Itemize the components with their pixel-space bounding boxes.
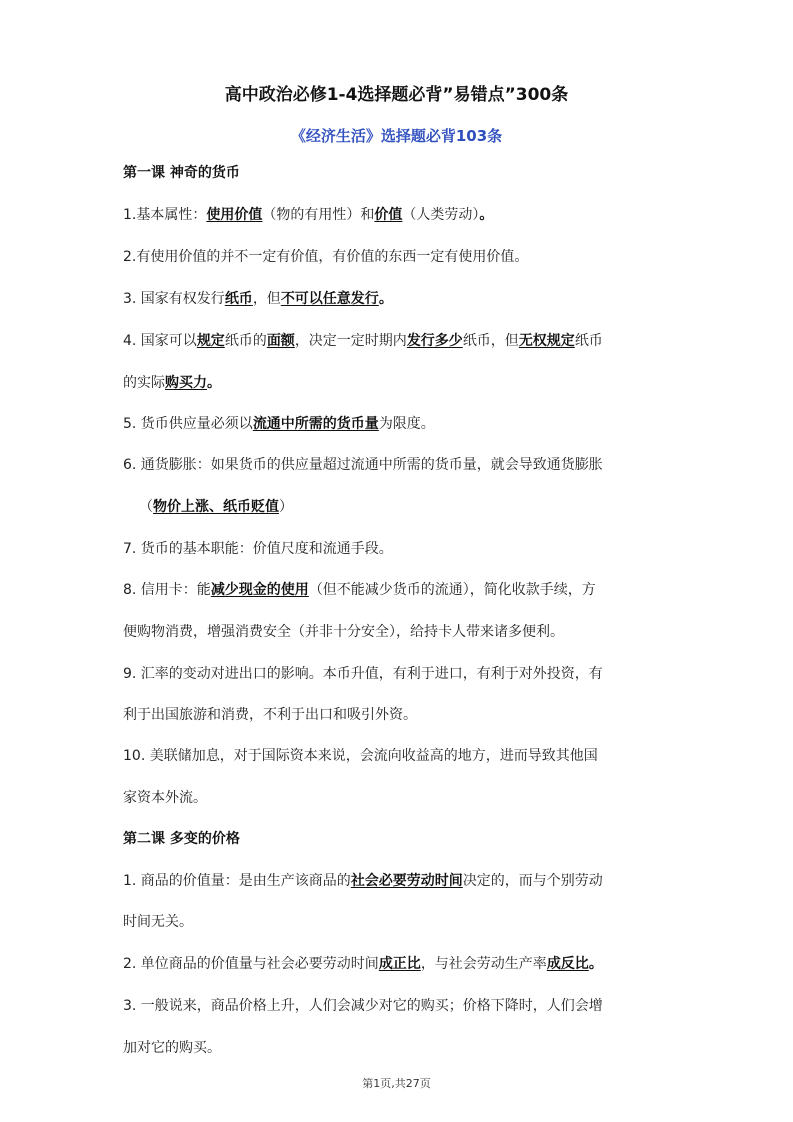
lesson2-item1-line2: 时间无关。 bbox=[123, 914, 193, 930]
lesson1-item10-line2: 家资本外流。 bbox=[123, 790, 207, 806]
lesson1-item5: 5. 货币供应量必须以流通中所需的货币量为限度。 bbox=[123, 416, 435, 432]
key-term: 纸币 bbox=[224, 291, 253, 307]
document-title: 高中政治必修1-4选择题必背”易错点”300条 bbox=[224, 85, 569, 105]
lesson1-item4-line1: 4. 国家可以规定纸币的面额，决定一定时期内发行多少纸币，但无权规定纸币 bbox=[123, 333, 603, 349]
lesson1-item8-line1: 8. 信用卡：能减少现金的使用（但不能减少货币的流通），简化收款手续，方 bbox=[123, 582, 596, 598]
lesson2-item1-line1: 1. 商品的价值量：是由生产该商品的社会必要劳动时间决定的，而与个别劳动 bbox=[123, 873, 603, 889]
key-term: 价值 bbox=[374, 207, 403, 223]
page-number: 第1页,共27页 bbox=[362, 1077, 431, 1090]
lesson1-item1: 1.基本属性：使用价值（物的有用性）和价值（人类劳动）。 bbox=[123, 207, 494, 223]
lesson1-item2: 2.有使用价值的并不一定有价值，有价值的东西一定有使用价值。 bbox=[123, 249, 529, 265]
key-term: 减少现金的使用 bbox=[210, 582, 309, 598]
key-term: 购买力 bbox=[165, 375, 207, 391]
lesson2-item2: 2. 单位商品的价值量与社会必要劳动时间成正比，与社会劳动生产率成反比。 bbox=[123, 956, 603, 972]
key-term: 面额 bbox=[266, 333, 295, 349]
lesson1-item9-line2: 利于出国旅游和消费，不利于出口和吸引外资。 bbox=[123, 707, 417, 723]
lesson1-item4-line2: 的实际购买力。 bbox=[123, 375, 221, 391]
key-term: 物价上涨、纸币贬值 bbox=[153, 499, 279, 515]
lesson2-item3-line2: 加对它的购买。 bbox=[123, 1040, 221, 1056]
key-term: 使用价值 bbox=[206, 207, 263, 223]
lesson1-heading: 第一课 神奇的货币 bbox=[123, 165, 240, 181]
lesson2-item3-line1: 3. 一般说来，商品价格上升，人们会减少对它的购买；价格下降时，人们会增 bbox=[123, 998, 603, 1014]
document-subtitle: 《经济生活》选择题必背103条 bbox=[290, 127, 503, 145]
key-term: 不可以任意发行 bbox=[280, 291, 379, 307]
lesson1-item6-line1: 6. 通货膨胀：如果货币的供应量超过流通中所需的货币量，就会导致通货膨胀 bbox=[123, 457, 603, 473]
key-term: 规定 bbox=[196, 333, 225, 349]
lesson1-item9-line1: 9. 汇率的变动对进出口的影响。本币升值，有利于进口，有利于对外投资，有 bbox=[123, 666, 603, 682]
key-term: 成正比 bbox=[378, 956, 421, 972]
key-term: 成反比 bbox=[546, 956, 589, 972]
key-term: 无权规定 bbox=[518, 333, 575, 349]
lesson1-item7: 7. 货币的基本职能：价值尺度和流通手段。 bbox=[123, 541, 393, 557]
lesson2-heading: 第二课 多变的价格 bbox=[123, 831, 240, 847]
lesson1-item8-line2: 便购物消费，增强消费安全（并非十分安全），给持卡人带来诸多便利。 bbox=[123, 624, 564, 640]
lesson1-item6-line2: （物价上涨、纸币贬值） bbox=[139, 499, 293, 515]
key-term: 社会必要劳动时间 bbox=[350, 873, 463, 889]
lesson1-item3: 3. 国家有权发行纸币，但不可以任意发行。 bbox=[123, 291, 393, 307]
lesson1-item10-line1: 10. 美联储加息，对于国际资本来说，会流向收益高的地方，进而导致其他国 bbox=[123, 748, 598, 764]
key-term: 发行多少 bbox=[406, 333, 463, 349]
key-term: 流通中所需的货币量 bbox=[252, 416, 379, 432]
